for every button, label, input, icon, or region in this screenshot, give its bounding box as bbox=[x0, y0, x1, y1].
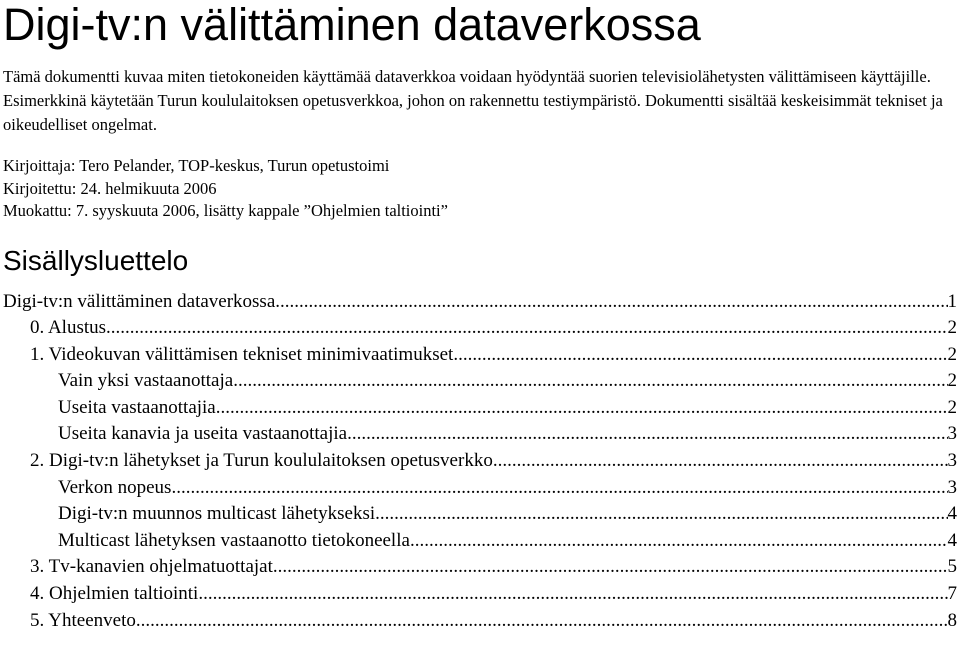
toc-dot-leader bbox=[275, 289, 947, 316]
toc-dot-leader bbox=[453, 342, 947, 369]
toc-entry-page-number: 8 bbox=[947, 609, 957, 631]
toc-entry[interactable] bbox=[3, 608, 957, 635]
intro-paragraph: Tämä dokumentti kuvaa miten tietokoneiden käyttämää dataverkkoa voidaan hyödyntää suorien televisiolähetysten välittämiseen käyttäjille. Esimerkkinä käytetään Turun koululaitoksen opetusverkkoa, johon on rakennettu testiympäristö. Dokumentti sisältää keskeisimmät tekniset ja oikeudelliset ongelmat. bbox=[3, 67, 943, 134]
toc-dot-leader bbox=[171, 475, 947, 502]
toc-entry-title: Verkon nopeus bbox=[58, 476, 172, 498]
toc-entry-page-number: 1 bbox=[947, 290, 957, 312]
toc-entry-title: Multicast lähetyksen vastaanotto tietokoneella bbox=[58, 529, 410, 551]
toc-dot-leader bbox=[493, 448, 948, 475]
toc-entry[interactable] bbox=[3, 528, 957, 555]
toc-entry[interactable] bbox=[3, 421, 957, 448]
toc-entry[interactable] bbox=[3, 475, 957, 502]
toc-dot-leader bbox=[273, 554, 948, 581]
toc-entry-page-number: 2 bbox=[947, 396, 957, 418]
toc-entry-title: Digi-tv:n muunnos multicast lähetykseksi bbox=[58, 503, 376, 525]
document-title: Digi-tv:n välittäminen dataverkossa bbox=[3, 0, 701, 50]
toc-dot-leader bbox=[410, 528, 948, 555]
toc-entry-title: 3. Tv-kanavien ohjelmatuottajat bbox=[30, 556, 273, 578]
toc-entry-page-number: 2 bbox=[947, 343, 957, 365]
toc-dot-leader bbox=[106, 315, 947, 342]
document-meta bbox=[3, 155, 957, 223]
written-date-line: Kirjoitettu: 24. helmikuuta 2006 bbox=[3, 178, 217, 198]
toc-dot-leader bbox=[233, 368, 947, 395]
toc-entry[interactable] bbox=[3, 315, 957, 342]
toc-dot-leader bbox=[347, 421, 947, 448]
toc-entry[interactable] bbox=[3, 448, 957, 475]
toc-entry-title: Digi-tv:n välittäminen dataverkossa bbox=[3, 290, 276, 312]
toc-dot-leader bbox=[198, 581, 947, 608]
modified-date-line: Muokattu: 7. syyskuuta 2006, lisätty kappale ”Ohjelmien taltiointi” bbox=[3, 201, 448, 220]
toc-entry-page-number: 3 bbox=[947, 423, 957, 445]
toc-entry-page-number: 3 bbox=[947, 476, 957, 498]
toc-entry[interactable] bbox=[3, 368, 957, 395]
table-of-contents bbox=[3, 289, 957, 635]
toc-dot-leader bbox=[136, 608, 948, 635]
document-page bbox=[3, 0, 957, 634]
toc-entry-title: 1. Videokuvan välittämisen tekniset minimivaatimukset bbox=[30, 343, 454, 365]
toc-entry[interactable] bbox=[3, 342, 957, 369]
toc-entry-page-number: 2 bbox=[947, 370, 957, 392]
toc-entry-page-number: 2 bbox=[947, 317, 957, 339]
toc-entry[interactable] bbox=[3, 554, 957, 581]
toc-entry-page-number: 3 bbox=[947, 450, 957, 472]
toc-entry-page-number: 5 bbox=[947, 556, 957, 578]
author-line: Kirjoittaja: Tero Pelander, TOP-keskus, Turun opetustoimi bbox=[3, 156, 390, 175]
toc-entry[interactable] bbox=[3, 395, 957, 422]
toc-entry-title: 2. Digi-tv:n lähetykset ja Turun koululaitoksen opetusverkko bbox=[30, 450, 493, 472]
toc-entry-title: 5. Yhteenveto bbox=[30, 609, 136, 631]
toc-entry-title: Useita kanavia ja useita vastaanottajia bbox=[58, 423, 348, 445]
toc-entry[interactable] bbox=[3, 501, 957, 528]
toc-entry[interactable] bbox=[3, 581, 957, 608]
toc-dot-leader bbox=[216, 395, 948, 422]
toc-dot-leader bbox=[375, 501, 947, 528]
toc-heading: Sisällysluettelo bbox=[3, 244, 189, 276]
toc-entry-title: Vain yksi vastaanottaja bbox=[58, 370, 234, 392]
toc-entry-page-number: 7 bbox=[947, 583, 957, 605]
toc-entry[interactable] bbox=[3, 289, 957, 316]
toc-entry-page-number: 4 bbox=[947, 503, 957, 525]
toc-entry-page-number: 4 bbox=[947, 529, 957, 551]
toc-entry-title: 0. Alustus bbox=[30, 317, 107, 339]
toc-entry-title: Useita vastaanottajia bbox=[58, 396, 216, 418]
toc-entry-title: 4. Ohjelmien taltiointi bbox=[30, 583, 199, 605]
